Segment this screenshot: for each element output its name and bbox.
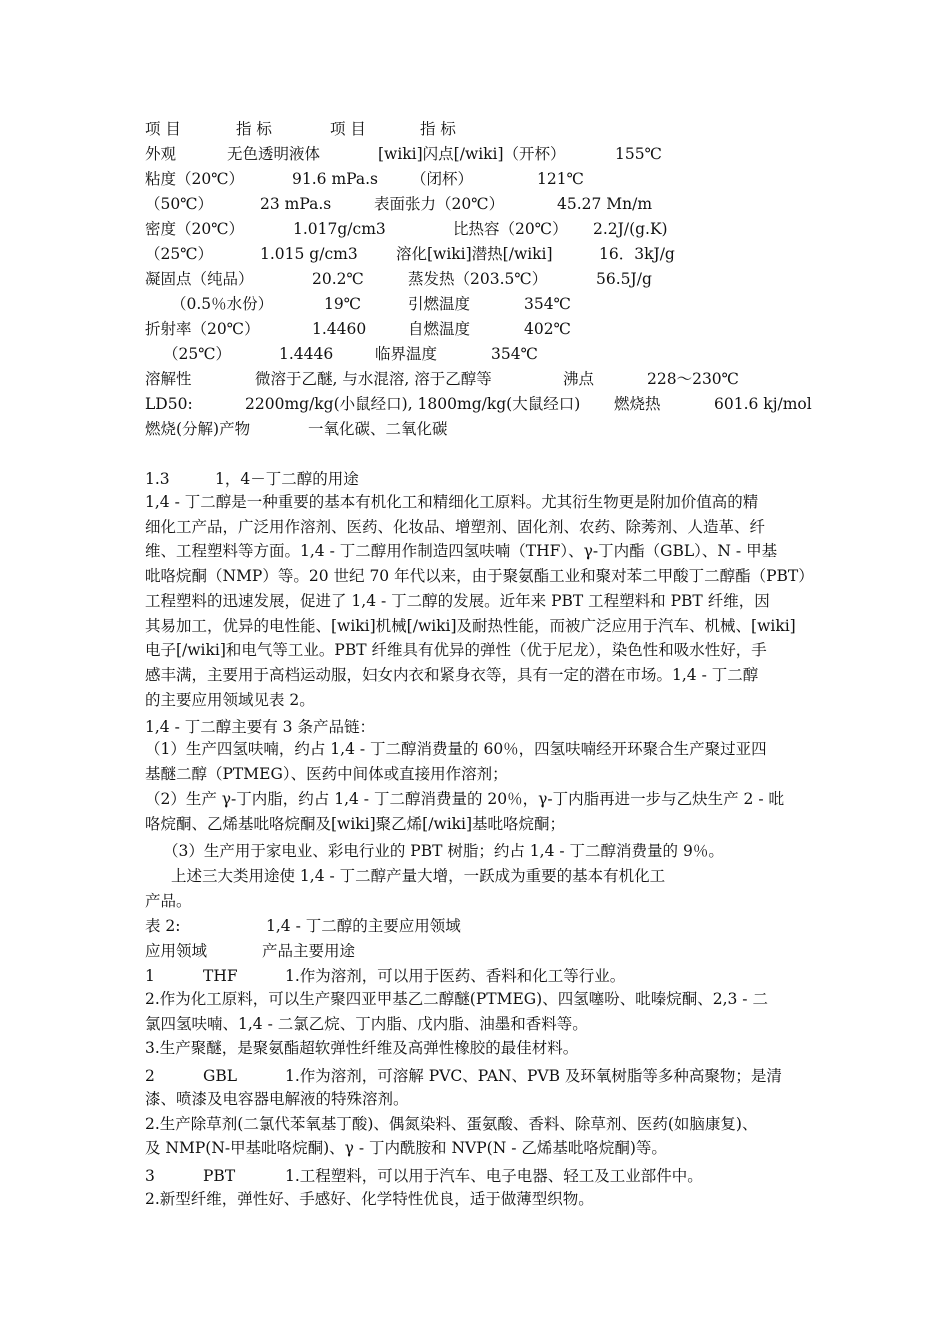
table-header-value: 指 标	[420, 120, 456, 138]
table-cell: 20.2℃	[312, 270, 364, 288]
table-caption-label: 表 2:	[145, 917, 181, 935]
row-product: GBL	[203, 1067, 238, 1085]
summary-line: 产品。	[145, 892, 192, 910]
table-cell: 燃烧(分解)产物	[145, 420, 251, 438]
table-cell: 凝固点（纯品）	[145, 270, 254, 288]
text-line: （2）生产 γ-丁内脂，约占 1,4 - 丁二醇消费量的 20％，γ-丁内脂再进一步与乙炔生产 2 - 吡	[145, 790, 784, 808]
chain-3: （3）生产用于家电业、彩电行业的 PBT 树脂；约占 1,4 - 丁二醇消费量的 9％。	[163, 842, 724, 860]
text-line: 2.生产除草剂(二氯代苯氧基丁酸)、偶氮染料、蛋氨酸、香料、除草剂、医药(如脑康复)、	[145, 1114, 758, 1133]
table-cell: 45.27 Mn/m	[557, 195, 653, 213]
section-title: 1，4－丁二醇的用途	[215, 470, 359, 488]
text-line: 吡咯烷酮（NMP）等。20 世纪 70 年代以来，由于聚氨酯工业和聚对苯二甲酸丁二醇酯（PBT）	[145, 567, 814, 586]
summary-line: 上述三大类用途使 1,4 - 丁二醇产量大增，一跃成为重要的基本有机化工	[171, 867, 666, 885]
table-cell: （25℃）	[145, 245, 214, 263]
table-cell: 表面张力（20℃）	[374, 195, 505, 213]
table-cell: LD50:	[145, 395, 193, 413]
table-header-value: 指 标	[236, 120, 272, 138]
row-number: 1	[145, 967, 155, 985]
table-cell: 354℃	[491, 345, 538, 363]
text-line: 2.作为化工原料，可以生产聚四亚甲基乙二醇醚(PTMEG)、四氢噻吩、吡嗪烷酮、2,3 - 二	[145, 990, 768, 1008]
table-cell: [wiki]闪点[/wiki]（开杯）	[378, 145, 566, 163]
table-cell: 密度（20℃）	[145, 220, 245, 238]
text-line: 咯烷酮、乙烯基吡咯烷酮及[wiki]聚乙烯[/wiki]基吡咯烷酮；	[145, 814, 566, 833]
table-cell: 155℃	[615, 145, 662, 163]
text-line: 的主要应用领域见表 2。	[145, 690, 315, 709]
pbt-uses	[145, 1187, 807, 1212]
table-cell: 燃烧热	[614, 395, 661, 413]
table-cell: 微溶于乙醚, 与水混溶, 溶于乙醇等	[255, 370, 492, 388]
row-number: 3	[145, 1167, 155, 1185]
table-cell: 溶化[wiki]潜热[/wiki]	[396, 245, 553, 263]
row-use: 1.工程塑料，可以用于汽车、电子电器、轻工及工业部件中。	[285, 1167, 703, 1185]
thf-uses	[145, 987, 807, 1061]
table-cell: 23 mPa.s	[260, 195, 332, 213]
table-cell: 蒸发热（203.5℃）	[408, 270, 548, 288]
row-product: PBT	[203, 1167, 236, 1185]
table-cell: 402℃	[524, 320, 571, 338]
table-cell: 沸点	[563, 370, 595, 388]
text-line: 细化工产品，广泛用作溶剂、医药、化妆品、增塑剂、固化剂、农药、除莠剂、人造革、纤	[145, 517, 766, 536]
table-cell: 1.017g/cm3	[293, 220, 386, 238]
table-cell: 1.4460	[312, 320, 367, 338]
section-number: 1.3	[145, 470, 170, 488]
table-cell: 121℃	[537, 170, 584, 188]
chains-intro: 1,4 - 丁二醇主要有 3 条产品链：	[145, 718, 375, 736]
table-cell: 91.6 mPa.s	[292, 170, 378, 188]
text-line: 其易加工，优异的电性能、[wiki]机械[/wiki]及耐热性能，而被广泛应用于汽车、机械、[wiki]	[145, 616, 796, 635]
row-use: 1.作为溶剂，可溶解 PVC、PAN、PVB 及环氧树脂等多种高聚物；是清	[285, 1067, 782, 1085]
table-cell: 无色透明液体	[227, 145, 321, 163]
table-cell: 2200mg/kg(小鼠经口), 1800mg/kg(大鼠经口)	[245, 395, 581, 413]
row-use: 1.作为溶剂，可以用于医药、香料和化工等行业。	[285, 967, 626, 985]
row-product: THF	[203, 967, 238, 985]
text-line: 氯四氢呋喃、1,4 - 二氯乙烷、丁内脂、戊内脂、油墨和香料等。	[145, 1014, 588, 1033]
table-header-item: 项 目	[330, 120, 366, 138]
table-cell: 外观	[145, 145, 177, 163]
table-caption-title: 1,4 - 丁二醇的主要应用领域	[266, 917, 461, 935]
text-line: 漆、喷漆及电容器电解液的特殊溶剂。	[145, 1090, 409, 1108]
table-cell: 1.4446	[279, 345, 334, 363]
table-cell: 粘度（20℃）	[145, 170, 245, 188]
table-cell: （0.5％水份）	[171, 295, 274, 313]
table-header: 应用领域	[145, 942, 208, 960]
text-line: 1,4 - 丁二醇是一种重要的基本有机化工和精细化工原料。尤其衍生物更是附加价值高的精	[145, 493, 759, 511]
paragraph-uses	[145, 490, 814, 712]
chain-2	[145, 787, 807, 836]
table-cell: 16．3kJ/g	[599, 245, 675, 263]
table-header-item: 项 目	[145, 120, 181, 138]
table-cell: 折射率（20℃）	[145, 320, 260, 338]
table-cell: 354℃	[524, 295, 571, 313]
table-header: 产品主要用途	[262, 942, 356, 960]
table-cell: 601.6 kj/mol	[714, 395, 812, 413]
chain-1	[145, 737, 807, 786]
table-cell: 19℃	[324, 295, 362, 313]
text-line: 及 NMP(N-甲基吡咯烷酮)、γ - 丁内酰胺和 NVP(N - 乙烯基吡咯烷酮)等。	[145, 1139, 667, 1158]
text-line: 工程塑料的迅速发展，促进了 1,4 - 丁二醇的发展。近年来 PBT 工程塑料和 PBT 纤维，因	[145, 591, 770, 610]
table-cell: （闭杯）	[411, 170, 474, 188]
text-line: 感丰满，主要用于高档运动服，妇女内衣和紧身衣等，具有一定的潜在市场。1,4 - 丁二醇	[145, 665, 759, 684]
table-cell: 228～230℃	[647, 370, 740, 388]
table-cell: 56.5J/g	[596, 270, 652, 288]
text-line: 维、工程塑料等方面。1,4 - 丁二醇用作制造四氢呋喃（THF）、γ-丁内酯（GBL）、N - 甲基	[145, 542, 778, 561]
table-cell: 一氧化碳、二氧化碳	[308, 420, 448, 438]
text-line: 基醚二醇（PTMEG）、医药中间体或直接用作溶剂；	[145, 764, 508, 783]
table-cell: （50℃）	[145, 195, 214, 213]
table-cell: 2.2J/(g.K)	[593, 220, 668, 238]
table-cell: 溶解性	[145, 370, 192, 388]
text-line: 电子[/wiki]和电气等工业。PBT 纤维具有优异的弹性（优于尼龙），染色性和吸水性好，手	[145, 641, 767, 660]
table-cell: 引燃温度	[408, 295, 471, 313]
table-cell: 自燃温度	[408, 320, 471, 338]
table-cell: 临界温度	[375, 345, 438, 363]
row-number: 2	[145, 1067, 155, 1085]
text-line: 3.生产聚醚，是聚氨酯超软弹性纤维及高弹性橡胶的最佳材料。	[145, 1039, 579, 1058]
table-cell: 比热容（20℃）	[453, 220, 568, 238]
table-cell: （25℃）	[163, 345, 232, 363]
gbl-uses	[145, 1087, 807, 1161]
text-line: （1）生产四氢呋喃，约占 1,4 - 丁二醇消费量的 60％，四氢呋喃经开环聚合生产聚过亚四	[145, 740, 767, 758]
text-line: 2.新型纤维，弹性好、手感好、化学特性优良，适于做薄型织物。	[145, 1190, 594, 1208]
table-cell: 1.015 g/cm3	[260, 245, 358, 263]
